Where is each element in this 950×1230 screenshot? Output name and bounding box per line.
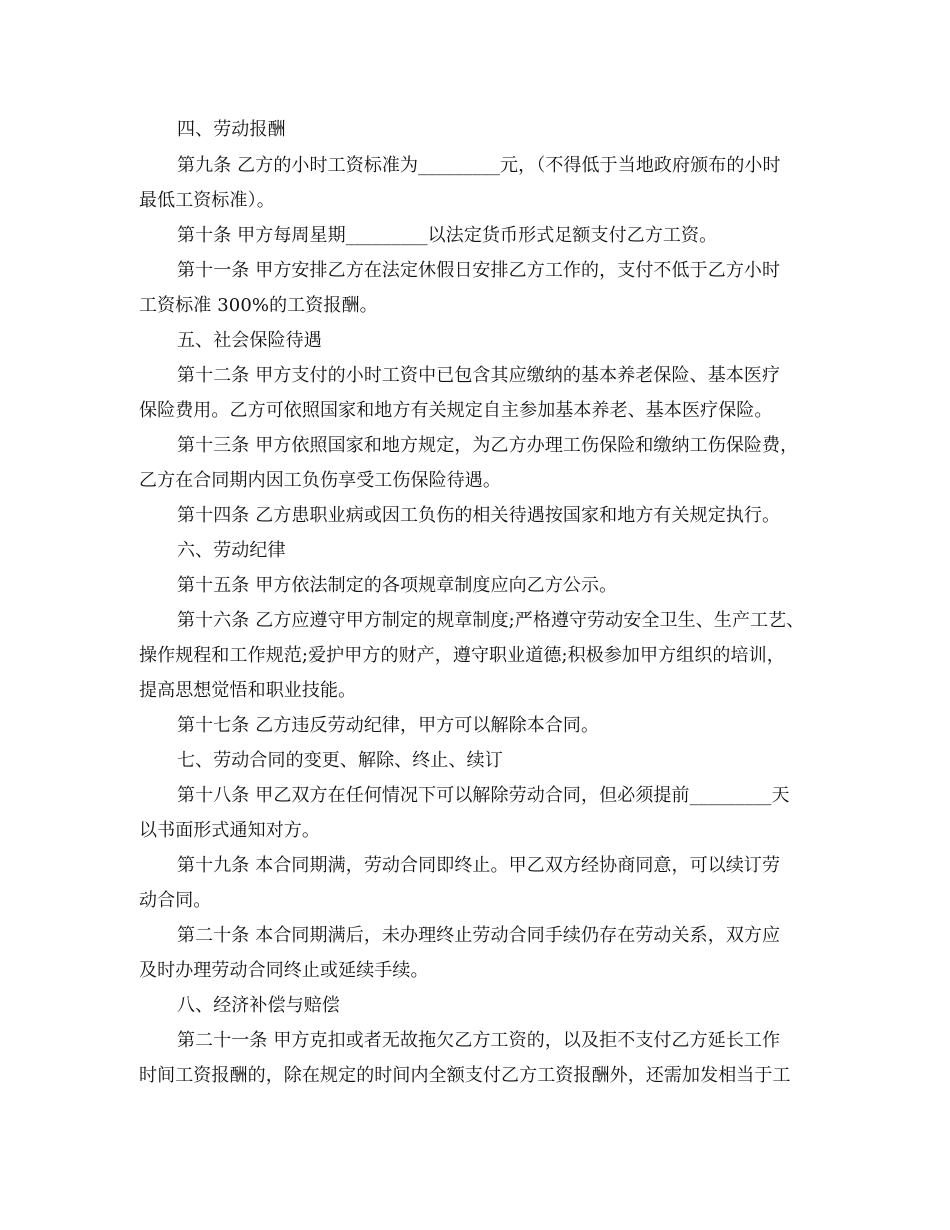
article-15: 第十五条 甲方依法制定的各项规章制度应向乙方公示。 (177, 575, 618, 596)
section-heading-8: 八、经济补偿与赔偿 (177, 995, 340, 1016)
article-18-line-2: 以书面形式通知对方。 (139, 820, 320, 841)
article-11-line-1: 第十一条 甲方安排乙方在法定休假日安排乙方工作的，支付不低于乙方小时 (177, 260, 781, 281)
article-16-line-1: 第十六条 乙方应遵守甲方制定的规章制度;严格遵守劳动安全卫生、生产工艺、 (177, 610, 805, 631)
section-heading-5: 五、社会保险待遇 (177, 330, 322, 351)
section-heading-4: 四、劳动报酬 (177, 119, 286, 140)
article-13-line-1: 第十三条 甲方依照国家和地方规定，为乙方办理工伤保险和缴纳工伤保险费， (177, 435, 799, 456)
section-heading-6: 六、劳动纪律 (177, 540, 286, 561)
article-9-line-1: 第九条 乙方的小时工资标准为_________元，（不得低于当地政府颁布的小时 (177, 155, 781, 176)
article-11-line-2: 工资标准 300%的工资报酬。 (139, 295, 378, 316)
article-16-line-2: 操作规程和工作规范;爱护甲方的财产，遵守职业道德;积极参加甲方组织的培训， (139, 645, 785, 666)
article-21-line-1: 第二十一条 甲方克扣或者无故拖欠乙方工资的，以及拒不支付乙方延长工作 (177, 1030, 781, 1051)
article-20-line-2: 及时办理劳动合同终止或延续手续。 (139, 960, 429, 981)
article-13-line-2: 乙方在合同期内因工负伤享受工伤保险待遇。 (139, 470, 501, 491)
section-heading-7: 七、劳动合同的变更、解除、终止、续订 (177, 750, 503, 771)
article-10: 第十条 甲方每周星期_________以法定货币形式足额支付乙方工资。 (177, 225, 718, 246)
article-12-line-1: 第十二条 甲方支付的小时工资中已包含其应缴纳的基本养老保险、基本医疗 (177, 365, 781, 386)
article-19-line-2: 动合同。 (139, 890, 212, 911)
article-16-line-3: 提高思想觉悟和职业技能。 (139, 680, 357, 701)
article-18-line-1: 第十八条 甲乙双方在任何情况下可以解除劳动合同，但必须提前_________天 (177, 785, 790, 806)
article-21-line-2: 时间工资报酬的，除在规定的时间内全额支付乙方工资报酬外，还需加发相当于工 (139, 1065, 791, 1086)
article-17: 第十七条 乙方违反劳动纪律，甲方可以解除本合同。 (177, 715, 600, 736)
article-14: 第十四条 乙方患职业病或因工负伤的相关待遇按国家和地方有关规定执行。 (177, 505, 781, 526)
article-9-line-2: 最低工资标准）。 (139, 190, 275, 211)
article-20-line-1: 第二十条 本合同期满后，未办理终止劳动合同手续仍存在劳动关系，双方应 (177, 925, 781, 946)
article-19-line-1: 第十九条 本合同期满，劳动合同即终止。甲乙双方经协商同意，可以续订劳 (177, 855, 781, 876)
article-12-line-2: 保险费用。乙方可依照国家和地方有关规定自主参加基本养老、基本医疗保险。 (139, 400, 773, 421)
